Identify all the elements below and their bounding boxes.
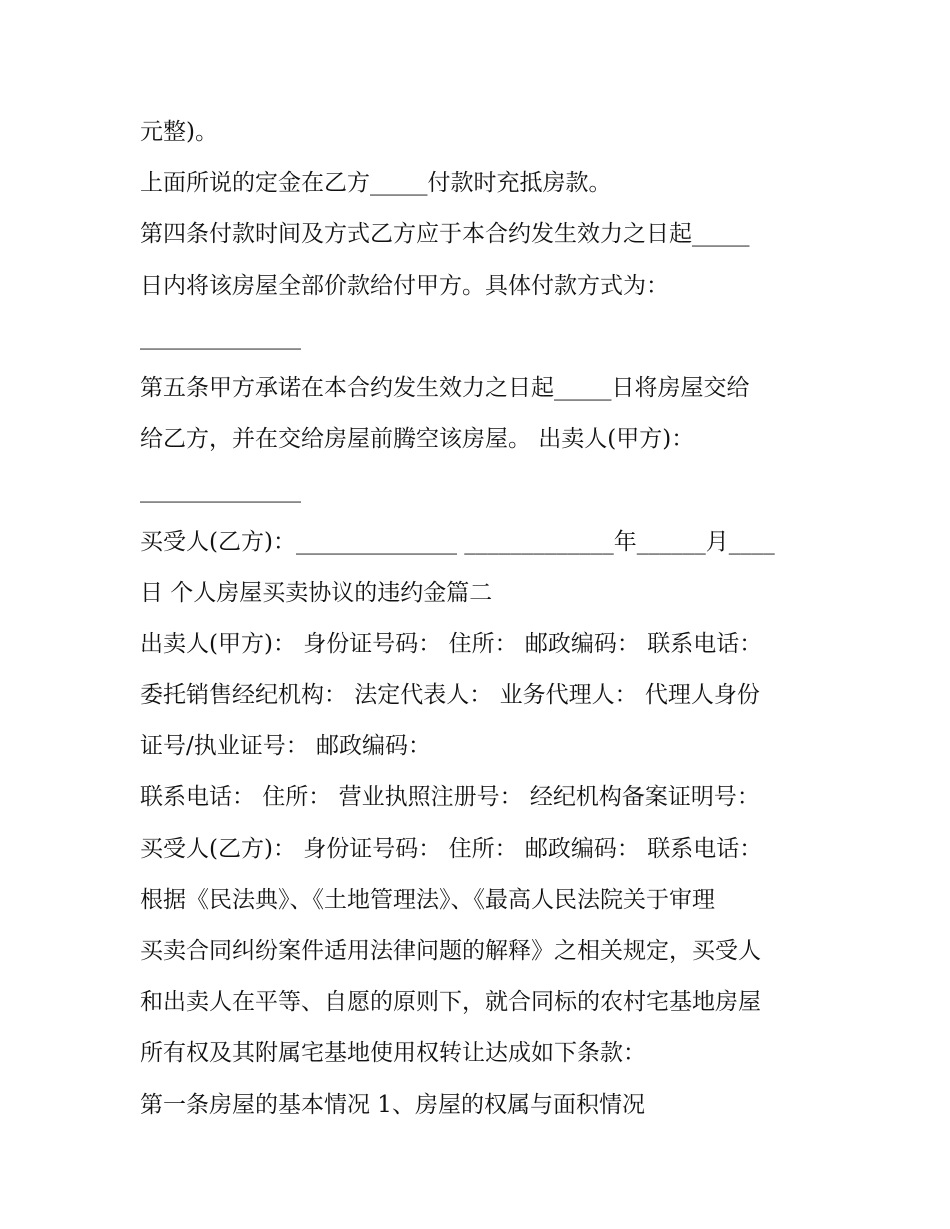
text-line: 元整)。 xyxy=(140,119,218,145)
text-line: 日内将该房屋全部价款给付甲方。具体付款方式为： xyxy=(140,272,669,299)
text-line: 日 个人房屋买卖协议的违约金篇二 xyxy=(140,579,493,606)
text-line: 根据《民法典》、《土地管理法》、《最高人民法院关于审理 xyxy=(140,886,715,913)
text-line: 出卖人(甲方)： 身份证号码： 住所： 邮政编码： 联系电话： xyxy=(140,630,763,657)
text-line: 上面所说的定金在乙方_____付款时充抵房款。 xyxy=(140,170,612,197)
text-line: 第四条付款时间及方式乙方应于本合约发生效力之日起_____ xyxy=(140,221,750,248)
text-line: 第五条甲方承诺在本合约发生效力之日起_____日将房屋交给 xyxy=(140,374,750,401)
text-line: 第一条房屋的基本情况 1、房屋的权属与面积情况 xyxy=(140,1091,645,1118)
text-line: ______________ xyxy=(140,477,301,504)
text-line: 委托销售经纪机构： 法定代表人： 业务代理人： 代理人身份 xyxy=(140,682,760,709)
text-line: 买受人(乙方)：______________ _____________年______月____ xyxy=(140,528,775,555)
text-line: ______________ xyxy=(140,323,301,350)
document-body xyxy=(140,107,820,1131)
text-line: 给乙方，并在交给房屋前腾空该房屋。 出卖人(甲方)： xyxy=(140,426,695,453)
text-line: 所有权及其附属宅基地使用权转让达成如下条款： xyxy=(140,1040,646,1067)
text-line: 证号/执业证号： 邮政编码： xyxy=(140,733,432,760)
text-line: 买卖合同纠纷案件适用法律问题的解释》之相关规定，买受人 xyxy=(140,938,761,964)
text-line: 和出卖人在平等、自愿的原则下，就合同标的农村宅基地房屋 xyxy=(140,989,761,1016)
text-line: 买受人(乙方)： 身份证号码： 住所： 邮政编码： 联系电话： xyxy=(140,835,763,862)
text-line: 联系电话： 住所： 营业执照注册号： 经纪机构备案证明号： xyxy=(140,784,760,811)
